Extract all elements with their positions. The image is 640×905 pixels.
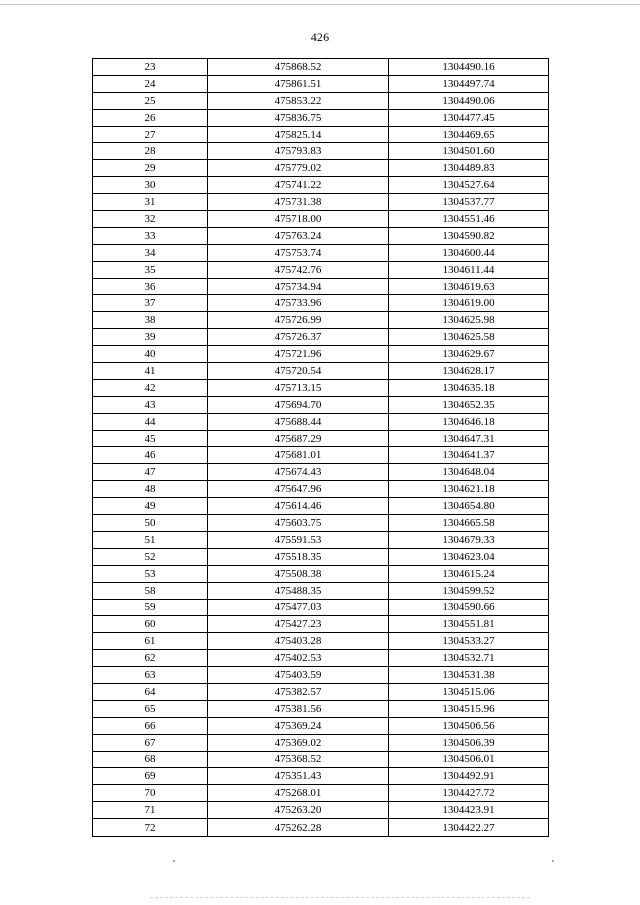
point-number-cell: 34: [93, 244, 208, 261]
point-number-cell: 40: [93, 346, 208, 363]
point-number-cell: 42: [93, 379, 208, 396]
table-row: [93, 599, 549, 616]
point-number-cell: 35: [93, 261, 208, 278]
table-row: [93, 768, 549, 785]
point-number-cell: 51: [93, 531, 208, 548]
y-coordinate-cell: 1304533.27: [389, 633, 549, 650]
y-coordinate-cell: 1304423.91: [389, 802, 549, 819]
y-coordinate-cell: 1304623.04: [389, 548, 549, 565]
x-coordinate-cell: 475403.59: [208, 667, 389, 684]
point-number-cell: 26: [93, 109, 208, 126]
point-number-cell: 72: [93, 819, 208, 837]
table-row: [93, 700, 549, 717]
x-coordinate-cell: 475369.24: [208, 717, 389, 734]
point-number-cell: 46: [93, 447, 208, 464]
x-coordinate-cell: 475825.14: [208, 126, 389, 143]
point-number-cell: 58: [93, 582, 208, 599]
table-row: [93, 633, 549, 650]
x-coordinate-cell: 475268.01: [208, 785, 389, 802]
y-coordinate-cell: 1304551.81: [389, 616, 549, 633]
x-coordinate-cell: 475681.01: [208, 447, 389, 464]
x-coordinate-cell: 475351.43: [208, 768, 389, 785]
x-coordinate-cell: 475477.03: [208, 599, 389, 616]
x-coordinate-cell: 475753.74: [208, 244, 389, 261]
table-row: [93, 126, 549, 143]
y-coordinate-cell: 1304515.06: [389, 683, 549, 700]
y-coordinate-cell: 1304501.60: [389, 143, 549, 160]
table-row: [93, 802, 549, 819]
point-number-cell: 47: [93, 464, 208, 481]
x-coordinate-cell: 475734.94: [208, 278, 389, 295]
table-row: [93, 295, 549, 312]
table-row: [93, 481, 549, 498]
x-coordinate-cell: 475688.44: [208, 413, 389, 430]
point-number-cell: 44: [93, 413, 208, 430]
table-row: [93, 751, 549, 768]
point-number-cell: 49: [93, 498, 208, 515]
point-number-cell: 48: [93, 481, 208, 498]
top-edge-line: [0, 4, 640, 5]
table-row: [93, 667, 549, 684]
x-coordinate-cell: 475508.38: [208, 565, 389, 582]
table-row: [93, 143, 549, 160]
y-coordinate-cell: 1304506.56: [389, 717, 549, 734]
x-coordinate-cell: 475742.76: [208, 261, 389, 278]
x-coordinate-cell: 475614.46: [208, 498, 389, 515]
scan-speck: [552, 860, 554, 862]
x-coordinate-cell: 475721.96: [208, 346, 389, 363]
point-number-cell: 23: [93, 59, 208, 76]
table-row: [93, 211, 549, 228]
point-number-cell: 24: [93, 75, 208, 92]
x-coordinate-cell: 475381.56: [208, 700, 389, 717]
point-number-cell: 63: [93, 667, 208, 684]
x-coordinate-cell: 475402.53: [208, 650, 389, 667]
x-coordinate-cell: 475793.83: [208, 143, 389, 160]
y-coordinate-cell: 1304665.58: [389, 515, 549, 532]
x-coordinate-cell: 475403.28: [208, 633, 389, 650]
x-coordinate-cell: 475382.57: [208, 683, 389, 700]
table-row: [93, 227, 549, 244]
y-coordinate-cell: 1304641.37: [389, 447, 549, 464]
y-coordinate-cell: 1304679.33: [389, 531, 549, 548]
table-row: [93, 244, 549, 261]
table-row: [93, 346, 549, 363]
table-row: [93, 531, 549, 548]
bottom-edge-line: [150, 897, 530, 898]
coordinates-table-body: [93, 59, 549, 837]
y-coordinate-cell: 1304619.00: [389, 295, 549, 312]
point-number-cell: 29: [93, 160, 208, 177]
point-number-cell: 41: [93, 363, 208, 380]
table-row: [93, 565, 549, 582]
table-row: [93, 785, 549, 802]
x-coordinate-cell: 475763.24: [208, 227, 389, 244]
x-coordinate-cell: 475713.15: [208, 379, 389, 396]
x-coordinate-cell: 475726.37: [208, 329, 389, 346]
y-coordinate-cell: 1304537.77: [389, 194, 549, 211]
point-number-cell: 38: [93, 312, 208, 329]
x-coordinate-cell: 475603.75: [208, 515, 389, 532]
table-row: [93, 396, 549, 413]
y-coordinate-cell: 1304427.72: [389, 785, 549, 802]
table-row: [93, 515, 549, 532]
point-number-cell: 61: [93, 633, 208, 650]
x-coordinate-cell: 475518.35: [208, 548, 389, 565]
x-coordinate-cell: 475720.54: [208, 363, 389, 380]
point-number-cell: 45: [93, 430, 208, 447]
y-coordinate-cell: 1304477.45: [389, 109, 549, 126]
table-row: [93, 59, 549, 76]
point-number-cell: 65: [93, 700, 208, 717]
table-row: [93, 582, 549, 599]
table-row: [93, 329, 549, 346]
y-coordinate-cell: 1304621.18: [389, 481, 549, 498]
point-number-cell: 67: [93, 734, 208, 751]
y-coordinate-cell: 1304590.66: [389, 599, 549, 616]
y-coordinate-cell: 1304625.58: [389, 329, 549, 346]
point-number-cell: 39: [93, 329, 208, 346]
table-row: [93, 683, 549, 700]
table-row: [93, 734, 549, 751]
point-number-cell: 50: [93, 515, 208, 532]
table-row: [93, 312, 549, 329]
table-row: [93, 650, 549, 667]
y-coordinate-cell: 1304422.27: [389, 819, 549, 837]
y-coordinate-cell: 1304647.31: [389, 430, 549, 447]
point-number-cell: 37: [93, 295, 208, 312]
point-number-cell: 30: [93, 177, 208, 194]
point-number-cell: 62: [93, 650, 208, 667]
point-number-cell: 71: [93, 802, 208, 819]
x-coordinate-cell: 475687.29: [208, 430, 389, 447]
y-coordinate-cell: 1304652.35: [389, 396, 549, 413]
x-coordinate-cell: 475741.22: [208, 177, 389, 194]
table-row: [93, 447, 549, 464]
point-number-cell: 53: [93, 565, 208, 582]
point-number-cell: 69: [93, 768, 208, 785]
table-row: [93, 548, 549, 565]
x-coordinate-cell: 475368.52: [208, 751, 389, 768]
point-number-cell: 68: [93, 751, 208, 768]
x-coordinate-cell: 475861.51: [208, 75, 389, 92]
y-coordinate-cell: 1304590.82: [389, 227, 549, 244]
y-coordinate-cell: 1304551.46: [389, 211, 549, 228]
x-coordinate-cell: 475694.70: [208, 396, 389, 413]
y-coordinate-cell: 1304619.63: [389, 278, 549, 295]
y-coordinate-cell: 1304492.91: [389, 768, 549, 785]
y-coordinate-cell: 1304600.44: [389, 244, 549, 261]
scan-speck: [173, 860, 175, 862]
y-coordinate-cell: 1304490.16: [389, 59, 549, 76]
y-coordinate-cell: 1304615.24: [389, 565, 549, 582]
point-number-cell: 28: [93, 143, 208, 160]
x-coordinate-cell: 475591.53: [208, 531, 389, 548]
point-number-cell: 59: [93, 599, 208, 616]
table-row: [93, 363, 549, 380]
y-coordinate-cell: 1304527.64: [389, 177, 549, 194]
table-row: [93, 194, 549, 211]
y-coordinate-cell: 1304646.18: [389, 413, 549, 430]
table-row: [93, 75, 549, 92]
table-row: [93, 413, 549, 430]
point-number-cell: 52: [93, 548, 208, 565]
point-number-cell: 33: [93, 227, 208, 244]
x-coordinate-cell: 475836.75: [208, 109, 389, 126]
x-coordinate-cell: 475718.00: [208, 211, 389, 228]
point-number-cell: 43: [93, 396, 208, 413]
y-coordinate-cell: 1304629.67: [389, 346, 549, 363]
point-number-cell: 32: [93, 211, 208, 228]
table-row: [93, 278, 549, 295]
x-coordinate-cell: 475868.52: [208, 59, 389, 76]
table-row: [93, 379, 549, 396]
x-coordinate-cell: 475262.28: [208, 819, 389, 837]
y-coordinate-cell: 1304599.52: [389, 582, 549, 599]
point-number-cell: 31: [93, 194, 208, 211]
y-coordinate-cell: 1304515.96: [389, 700, 549, 717]
table-row: [93, 616, 549, 633]
point-number-cell: 36: [93, 278, 208, 295]
table-row: [93, 92, 549, 109]
table-row: [93, 160, 549, 177]
y-coordinate-cell: 1304506.01: [389, 751, 549, 768]
x-coordinate-cell: 475369.02: [208, 734, 389, 751]
x-coordinate-cell: 475726.99: [208, 312, 389, 329]
x-coordinate-cell: 475263.20: [208, 802, 389, 819]
y-coordinate-cell: 1304611.44: [389, 261, 549, 278]
x-coordinate-cell: 475674.43: [208, 464, 389, 481]
y-coordinate-cell: 1304635.18: [389, 379, 549, 396]
y-coordinate-cell: 1304654.80: [389, 498, 549, 515]
y-coordinate-cell: 1304532.71: [389, 650, 549, 667]
point-number-cell: 60: [93, 616, 208, 633]
point-number-cell: 70: [93, 785, 208, 802]
table-row: [93, 498, 549, 515]
point-number-cell: 64: [93, 683, 208, 700]
table-row: [93, 109, 549, 126]
x-coordinate-cell: 475647.96: [208, 481, 389, 498]
y-coordinate-cell: 1304489.83: [389, 160, 549, 177]
x-coordinate-cell: 475779.02: [208, 160, 389, 177]
point-number-cell: 27: [93, 126, 208, 143]
y-coordinate-cell: 1304506.39: [389, 734, 549, 751]
x-coordinate-cell: 475731.38: [208, 194, 389, 211]
y-coordinate-cell: 1304628.17: [389, 363, 549, 380]
table-row: [93, 717, 549, 734]
x-coordinate-cell: 475427.23: [208, 616, 389, 633]
y-coordinate-cell: 1304490.06: [389, 92, 549, 109]
y-coordinate-cell: 1304531.38: [389, 667, 549, 684]
x-coordinate-cell: 475853.22: [208, 92, 389, 109]
y-coordinate-cell: 1304625.98: [389, 312, 549, 329]
point-number-cell: 25: [93, 92, 208, 109]
y-coordinate-cell: 1304469.65: [389, 126, 549, 143]
table-row: [93, 819, 549, 837]
y-coordinate-cell: 1304497.74: [389, 75, 549, 92]
table-row: [93, 430, 549, 447]
coordinates-table: [92, 58, 549, 837]
table-row: [93, 177, 549, 194]
y-coordinate-cell: 1304648.04: [389, 464, 549, 481]
x-coordinate-cell: 475488.35: [208, 582, 389, 599]
table-row: [93, 464, 549, 481]
point-number-cell: 66: [93, 717, 208, 734]
table-row: [93, 261, 549, 278]
x-coordinate-cell: 475733.96: [208, 295, 389, 312]
page-number: 426: [310, 30, 330, 44]
